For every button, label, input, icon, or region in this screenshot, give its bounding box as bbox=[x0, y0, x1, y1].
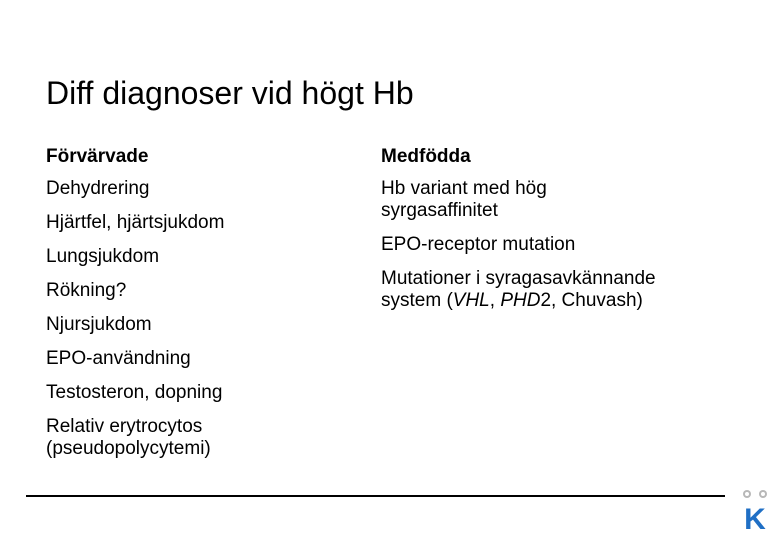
list-item: Dehydrering bbox=[46, 178, 150, 199]
acquired-column bbox=[46, 146, 346, 472]
list-item: Njursjukdom bbox=[46, 314, 152, 335]
ki-logo bbox=[737, 488, 773, 532]
list-item: Relativ erytrocytos (pseudopolycytemi) bbox=[46, 416, 211, 459]
slide-title: Diff diagnoser vid högt Hb bbox=[46, 75, 414, 111]
gene-vhl: VHL bbox=[452, 290, 490, 311]
list-item: Hjärtfel, hjärtsjukdom bbox=[46, 212, 225, 233]
acquired-heading: Förvärvade bbox=[46, 146, 149, 167]
list-item: EPO-receptor mutation bbox=[381, 234, 576, 255]
list-item: Rökning? bbox=[46, 280, 127, 301]
list-item: Lungsjukdom bbox=[46, 246, 160, 267]
list-item: EPO-användning bbox=[46, 348, 191, 369]
congenital-column bbox=[381, 146, 741, 324]
gene-phd: PHD bbox=[500, 290, 541, 311]
footer-divider bbox=[26, 495, 725, 497]
logo-letter: K bbox=[744, 503, 766, 532]
list-item: Hb variant med hög syrgasaffinitet bbox=[381, 178, 547, 221]
list-item: Testosteron, dopning bbox=[46, 382, 223, 403]
congenital-heading: Medfödda bbox=[381, 146, 471, 167]
list-item bbox=[381, 268, 711, 312]
item-text: , bbox=[489, 290, 501, 311]
item-text: Mutationer i syragasavkännande system ( bbox=[381, 268, 656, 311]
item-text: 2, Chuvash) bbox=[540, 290, 643, 311]
